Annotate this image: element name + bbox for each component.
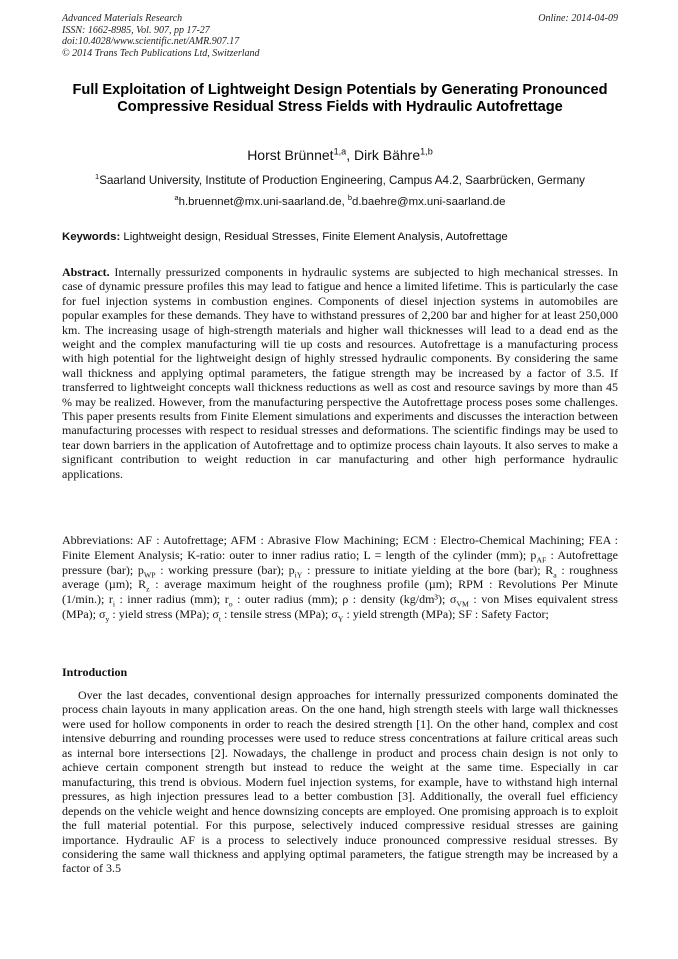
abbreviation-symbol: AF [136, 533, 153, 547]
abbreviation-definition: Autofrettage pressure (bar) [62, 547, 618, 577]
issn-line: ISSN: 1662-8985, Vol. 907, pp 17-27 [62, 24, 210, 36]
abbreviation-definition: pressure to initiate yielding at the bore (bar) [315, 562, 538, 577]
abbreviation-symbol: r [224, 592, 229, 607]
abbreviation-definition: tensile stress (MPa) [230, 606, 326, 621]
email-separator: , [341, 196, 348, 208]
abbreviation-definition: roughness average (µm) [62, 562, 618, 592]
abbreviation-symbol: K-ratio [187, 547, 222, 562]
abbreviation-symbol: σ [331, 606, 338, 621]
journal-header [62, 13, 618, 59]
abbreviation-definition: outer to inner radius ratio [229, 547, 357, 562]
abbreviations [62, 533, 618, 622]
abbreviation-entry: L = length of the cylinder (mm); [363, 547, 531, 562]
abbreviation-subscript: WP [143, 569, 156, 579]
abbreviation-symbol: σ [449, 592, 457, 607]
author-list [60, 146, 620, 164]
abbreviations-label: Abbreviations: [62, 533, 134, 547]
abbreviation-entry: RPM : Revolutions Per Minute (1/min.); [62, 577, 618, 607]
email-mark: b [347, 193, 353, 203]
paper-title: Full Exploitation of Lightweight Design Potentials by Generating Pronounced Compressive Residual Stress Fields with Hydraulic Autofrettage [72, 82, 608, 115]
abbreviation-definition: inner radius (mm) [127, 592, 217, 607]
abbreviation-symbol: R [545, 562, 554, 577]
keywords-label: Keywords: [62, 231, 121, 243]
abbreviation-definition: von Mises equivalent stress (MPa) [62, 592, 618, 621]
abbreviation-entry: $\sigma_t$ : tensile stress (MPa); [212, 606, 332, 624]
abbreviation-entry: SF : Safety Factor; [458, 606, 549, 621]
abbreviation-symbol: R [138, 577, 147, 592]
abbreviation-symbol: ρ [342, 592, 349, 607]
abbreviation-entry: AFM : Abrasive Flow Machining; [230, 533, 403, 547]
abbreviation-entry: ρ : density (kg/dm³); [342, 592, 450, 607]
abbreviation-entry: $\sigma_Y$ : yield strength (MPa); [331, 606, 459, 624]
abbreviation-symbol: SF [458, 606, 472, 621]
abbreviation-definition: Electro-Chemical Machining [440, 533, 582, 547]
abbreviation-symbol: L [363, 547, 371, 562]
abbreviation-symbol: p [288, 562, 295, 577]
author-affiliation-mark: 1,b [420, 146, 433, 157]
abbreviation-subscript: t [218, 614, 222, 624]
abbreviation-symbol: σ [212, 606, 219, 621]
abbreviation-definition: yield strength (MPa) [352, 606, 453, 621]
keywords-text: Lightweight design, Residual Stresses, Finite Element Analysis, Autofrettage [123, 231, 508, 243]
abbreviation-entry: ECM : Electro-Chemical Machining; [402, 533, 589, 547]
abbreviation-entry: $p_{WP}$ : working pressure (bar); [137, 562, 289, 579]
abbreviation-definition: working pressure (bar) [168, 562, 281, 577]
abbreviation-subscript: a [553, 569, 557, 579]
abbreviation-entry: $R_z$ : average maximum height of the roughness profile (µm); [138, 577, 459, 594]
abbreviation-definition: length of the cylinder (mm) [385, 547, 523, 562]
abbreviation-symbol: p [137, 562, 144, 577]
abbreviation-subscript: i [112, 599, 115, 609]
abbreviation-definition: yield stress (MPa) [118, 606, 207, 621]
abbreviation-definition: Revolutions Per Minute (1/min.) [62, 577, 618, 607]
email-mark: a [174, 193, 179, 203]
copyright-line: © 2014 Trans Tech Publications Ltd, Switzerland [62, 47, 260, 59]
abbreviation-definition: Safety Factor [481, 606, 546, 621]
abbreviation-entry: $r_o$ : outer radius (mm); [224, 592, 343, 609]
abbreviation-definition: outer radius (mm) [244, 592, 335, 607]
abbreviation-symbol: r [108, 592, 113, 607]
abbreviation-definition: density (kg/dm³) [360, 592, 443, 607]
author-name: Dirk Bähre [354, 147, 421, 163]
affiliation [60, 173, 620, 188]
abbreviation-entry: K-ratio: outer to inner radius ratio; [187, 547, 364, 562]
introduction-text: Over the last decades, conventional design approaches for internally pressurized components dominated the process chain layouts in many application areas. On the one hand, high strength steels with large wall thicknesses were used for hollow components in order to reach the desired strength [1]. On the other hand, complex and cost intensive deburring and rounding processes were used to reduce stress concentrations at failure critical areas such as internal bore intersections [2]. Nowadays, the challenge in product and process chain design is not only to achieve certain component strength but instead to reduce the weight at the same time. Especially in car manufacturing, this trend is obvious. Modern fuel injection systems, for example, have to withstand high internal pressures, as high injection pressures lead to a better combustion [3]. Additionally, the overall fuel efficiency depends on the vehicle weight and hence downsizing concepts are employed. One promising approach is to exploit the full material potential. For this purpose, selectively induced compressive residual stresses are gaining importance. Hydraulic AF is a process to selectively induce pronounced compressive residual stresses. By considering the same wall thickness and applying optimal parameters, the fatigue strength may be increased by a factor of 3.5 [62, 688, 618, 876]
abstract-label: Abstract. [62, 265, 110, 279]
doi-line: doi:10.4028/www.scientific.net/AMR.907.17 [62, 36, 240, 47]
abbreviation-symbol: AFM [230, 533, 257, 547]
abbreviation-symbol: RPM [458, 577, 484, 592]
abbreviation-entry: $p_{iY}$ : pressure to initiate yielding at the bore (bar); [288, 562, 546, 579]
abbreviation-symbol: σ [99, 606, 106, 621]
email-address: d.baehre@mx.uni-saarland.de [352, 196, 506, 208]
affiliation-mark: 1 [95, 172, 100, 182]
author-name: Horst Brünnet [247, 147, 334, 163]
abstract [62, 265, 618, 481]
abbreviation-definition: average maximum height of the roughness profile (µm) [164, 577, 450, 592]
abbreviation-subscript: Y [337, 614, 344, 624]
abbreviation-definition: Autofrettage [162, 533, 224, 547]
abbreviation-entry: FEA : Finite Element Analysis; [62, 533, 619, 562]
abbreviation-subscript: AF [536, 555, 547, 565]
abbreviation-subscript: o [228, 599, 233, 609]
affiliation-text: Saarland University, Institute of Production Engineering, Campus A4.2, Saarbrücken, Germany [99, 174, 585, 187]
abbreviation-entry: $\sigma_y$ : yield stress (MPa); [99, 606, 213, 624]
abbreviation-entry: $r_i$ : inner radius (mm); [108, 592, 225, 609]
abbreviation-entry: AF : Autofrettage; [136, 533, 231, 547]
abbreviation-symbol: p [530, 547, 537, 562]
abbreviation-entry: $p_{AF}$ : Autofrettage pressure (bar); [62, 547, 618, 577]
abstract-text: Internally pressurized components in hydraulic systems are subjected to high mechanical stresses. In case of dynamic pressure profiles this may lead to fatigue and hence a limited lifetime. This is particularly the case for fuel injection systems in combustion engines. Components of diesel injection systems in automobiles are popular examples for these demands. They have to withstand pressures of 2,200 bar and higher for at least 250,000 km. The increasing usage of high-strength materials and higher wall thicknesses will lead to a dead end as the weight and the complex manufacturing will tie up costs and resources. Autofrettage is a manufacturing process with high potential for the lightweight design of highly stressed hydraulic components. By considering the same wall thickness and applying optimal parameters, the fatigue strength may be increased by a factor of 3.5. If transferred to lightweight concepts wall thickness reductions as well as cost and resource savings by more than 45 % may be realized. However, from the manufacturing perspective the Autofrettage process poses some challenges. This paper presents results from Finite Element simulations and experiments and discusses the interaction between manufacturing processes with respect to residual stresses and deformations. The scientific findings may be used to tear down barriers in the application of Autofrettage and to optimize process chain layouts. It also serves to make a significant contribution to weight reduction in car manufacturing and other high performance hydraulic applications. [62, 265, 619, 481]
abbreviation-entry: $\sigma_{VM}$ : von Mises equivalent stress (MPa); [62, 592, 618, 621]
email-address: h.bruennet@mx.uni-saarland.de [178, 196, 342, 208]
section-heading-introduction: Introduction [62, 665, 128, 679]
online-date: Online: 2014-04-09 [538, 13, 618, 24]
abbreviation-subscript: z [146, 584, 150, 594]
abbreviation-symbol: ECM [402, 533, 429, 547]
keywords [62, 230, 618, 245]
abbreviation-subscript: iY [294, 569, 303, 579]
abbreviation-entry: $R_a$ : roughness average (µm); [62, 562, 618, 592]
email-list [60, 195, 620, 210]
journal-name: Advanced Materials Research [62, 13, 183, 24]
abbreviation-subscript: y [105, 614, 110, 624]
abbreviation-subscript: VM [456, 599, 469, 609]
abbreviation-definition: Finite Element Analysis [62, 547, 180, 562]
author-affiliation-mark: 1,a [333, 146, 347, 157]
abbreviation-definition: Abrasive Flow Machining [267, 533, 396, 547]
author-separator: , [346, 147, 354, 163]
abbreviation-symbol: FEA [588, 533, 611, 547]
